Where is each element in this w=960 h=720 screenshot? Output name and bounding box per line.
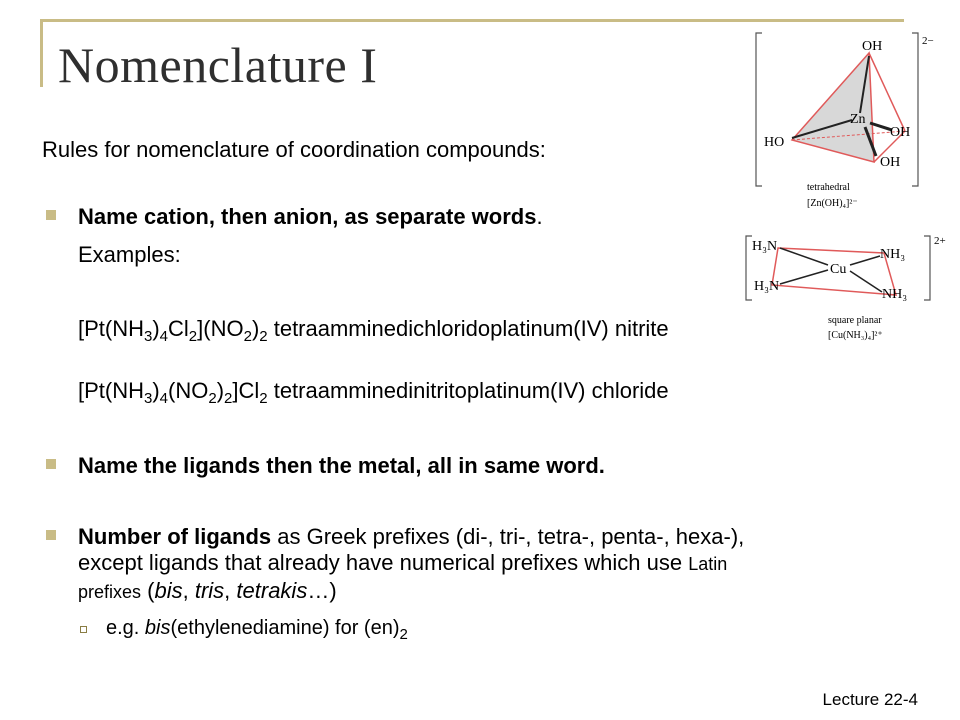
- ho-left: HO: [764, 135, 785, 150]
- ex2-name: tetraamminedinitritoplatinum(IV) chloride: [267, 378, 669, 403]
- metal-cu: Cu: [830, 262, 847, 277]
- rule3-comma: ,: [224, 578, 237, 603]
- ex2-part: (NO: [168, 378, 209, 403]
- nh3-top-left: H₃N: [752, 239, 778, 254]
- ex2-part: [Pt(NH: [78, 378, 144, 403]
- ex2-sub: 2: [208, 390, 217, 407]
- rule3-line1-rest: as Greek prefixes (di-, tri-, tetra-, penta-, hexa-),: [271, 524, 745, 549]
- ex2-sub: 3: [144, 390, 153, 407]
- sub-sub: 2: [399, 626, 408, 643]
- square-planar-figure: [740, 228, 955, 358]
- ex1-sub: 2: [259, 328, 268, 345]
- ex1-name: tetraamminedichloridoplatinum(IV) nitrite: [267, 316, 669, 341]
- sub-pre: e.g.: [106, 617, 145, 639]
- rule3-close: …): [307, 578, 337, 603]
- bracket-left: [756, 33, 762, 186]
- oh-right: OH: [890, 125, 911, 140]
- title-frame-left: [40, 19, 43, 87]
- ex2-part: ]Cl: [232, 378, 260, 403]
- charge: 2+: [934, 235, 946, 247]
- rule3-open: (: [141, 578, 155, 603]
- rule3-prefixes: prefixes: [78, 582, 142, 602]
- oh-top: OH: [862, 39, 883, 54]
- rule3-tetrakis: tetrakis: [236, 578, 308, 603]
- ex1-part: [Pt(NH: [78, 316, 144, 341]
- caption-formula: [Cu(NH₃)₄]²⁺: [828, 330, 883, 341]
- bond: [850, 256, 880, 265]
- sub-bis: bis: [144, 617, 171, 639]
- ex1-part: ](NO: [197, 316, 244, 341]
- bond: [850, 271, 882, 292]
- bond: [870, 123, 892, 130]
- bullet-rule3: [46, 530, 56, 540]
- bracket-right: [912, 33, 918, 186]
- ex2-sub: 4: [159, 390, 169, 407]
- ex1-part: ): [251, 316, 260, 341]
- sub-mid: (ethylenediamine) for (en): [170, 617, 400, 639]
- slide-footer: Lecture 22-4: [822, 690, 918, 709]
- ex1-sub: 4: [159, 328, 169, 345]
- nh3-top-right: NH₃: [880, 247, 906, 262]
- tetrahedral-figure: [752, 28, 952, 223]
- rule1-text: [78, 204, 543, 230]
- caption-geometry: square planar: [828, 315, 882, 326]
- rule2-text: Name the ligands then the metal, all in same word.: [78, 453, 605, 478]
- ex1-part: ): [152, 316, 160, 341]
- ex1-part: Cl: [168, 316, 189, 341]
- rule3-bis: bis: [154, 578, 183, 603]
- bullet-rule2: [46, 459, 56, 469]
- rule3-bold: Number of ligands: [78, 524, 272, 549]
- examples-label: Examples:: [78, 242, 181, 267]
- rule3-line3: [78, 578, 337, 604]
- rule3-latin: Latin: [688, 554, 728, 574]
- rule3-line2: [78, 550, 727, 576]
- ex1-sub: 3: [144, 328, 153, 345]
- title-frame-top: [40, 19, 904, 22]
- ex2-sub: 2: [259, 390, 268, 407]
- nh3-bottom-left: H₃N: [754, 279, 780, 294]
- charge: 2−: [922, 35, 934, 47]
- nh3-bottom-right: NH₃: [882, 287, 908, 302]
- metal-zn: Zn: [850, 112, 866, 127]
- rule3-tris: tris: [194, 578, 225, 603]
- sub-bullet-icon: [80, 626, 87, 633]
- ex2-part: ): [152, 378, 160, 403]
- tetra-edge: [869, 53, 905, 131]
- oh-bottom: OH: [880, 155, 901, 170]
- example-1: [78, 316, 669, 345]
- ex2-part: ): [216, 378, 225, 403]
- rule1-label: Name cation, then anion, as separate words: [78, 204, 537, 229]
- caption-geometry: tetrahedral: [807, 182, 850, 193]
- rule3-subpoint: [106, 617, 408, 643]
- slide-title: Nomenclature I: [58, 37, 378, 93]
- intro-text: Rules for nomenclature of coordination compounds:: [42, 137, 546, 162]
- bond: [780, 270, 828, 284]
- ex1-sub: 2: [188, 328, 198, 345]
- rule3-line1: [78, 524, 744, 550]
- bracket-right: [924, 236, 930, 300]
- rule3-comma: ,: [182, 578, 195, 603]
- rule1-end: .: [536, 204, 543, 229]
- ex2-sub: 2: [224, 390, 233, 407]
- bullet-rule1: [46, 210, 56, 220]
- rule3-line2-text: except ligands that already have numerical prefixes which use: [78, 550, 689, 575]
- caption-formula: [Zn(OH)₄]²⁻: [807, 198, 858, 209]
- example-2: [78, 378, 669, 407]
- ex1-sub: 2: [243, 328, 252, 345]
